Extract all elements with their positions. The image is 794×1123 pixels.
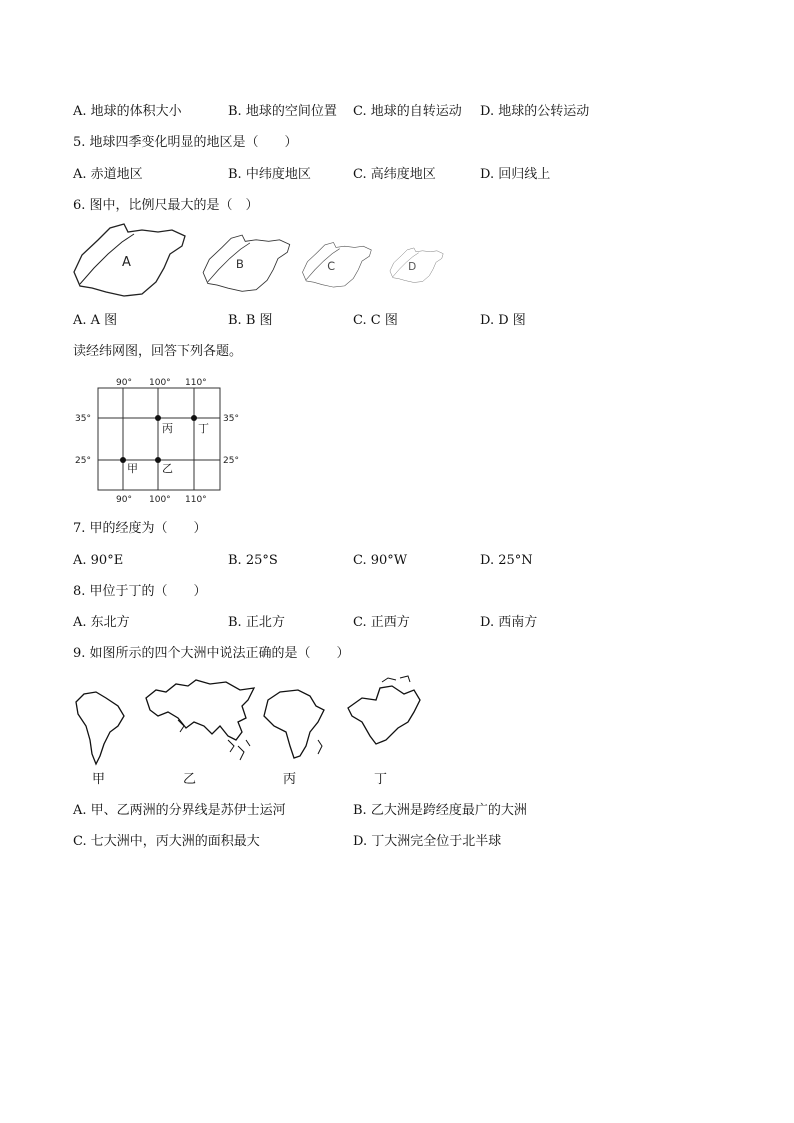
bottom-lon-100: 100° bbox=[149, 495, 171, 505]
q7-option-d: D. 25°N bbox=[480, 553, 533, 568]
map-d bbox=[390, 248, 443, 283]
label-yi: 乙 bbox=[162, 462, 173, 475]
point-yi bbox=[155, 457, 161, 463]
q8-stem: 8. 甲位于丁的（ ） bbox=[73, 584, 207, 599]
label-bing: 丙 bbox=[162, 422, 173, 435]
label-ding: 丁 bbox=[198, 422, 209, 435]
point-jia bbox=[120, 457, 126, 463]
continent-ding bbox=[348, 686, 420, 744]
q4-option-a: A. 地球的体积大小 bbox=[73, 104, 182, 119]
q7-option-b: B. 25°S bbox=[228, 553, 278, 568]
map-label-d: D bbox=[408, 261, 417, 273]
continents-figure bbox=[70, 670, 430, 774]
label-jia: 甲 bbox=[127, 462, 138, 475]
map-label-c: C bbox=[327, 259, 336, 273]
q7-option-c: C. 90°W bbox=[353, 553, 408, 568]
q7-stem: 7. 甲的经度为（ ） bbox=[73, 521, 207, 536]
point-ding bbox=[191, 415, 197, 421]
right-lat-25: 25° bbox=[223, 456, 239, 466]
q6-option-b: B. B 图 bbox=[228, 313, 273, 328]
bottom-lon-90: 90° bbox=[116, 495, 132, 505]
q8-option-d: D. 西南方 bbox=[480, 615, 538, 630]
continent-label-yi: 乙 bbox=[183, 772, 197, 787]
continent-yi bbox=[146, 680, 254, 740]
q5-option-c: C. 高纬度地区 bbox=[353, 167, 436, 182]
q8-option-c: C. 正西方 bbox=[353, 615, 410, 630]
q6-scale-maps bbox=[70, 220, 450, 300]
q4-option-d: D. 地球的公转运动 bbox=[480, 104, 590, 119]
q5-option-a: A. 赤道地区 bbox=[73, 167, 143, 182]
q9-option-a: A. 甲、乙两洲的分界线是苏伊士运河 bbox=[73, 803, 286, 818]
continent-bing bbox=[264, 690, 324, 758]
right-lat-35: 35° bbox=[223, 414, 239, 424]
q9-option-c: C. 七大洲中，丙大洲的面积最大 bbox=[73, 834, 260, 849]
continent-jia bbox=[76, 692, 124, 764]
q9-option-d: D. 丁大洲完全位于北半球 bbox=[353, 834, 502, 849]
continent-label-ding: 丁 bbox=[374, 772, 388, 787]
left-lat-25: 25° bbox=[75, 456, 91, 466]
q6-option-c: C. C 图 bbox=[353, 313, 398, 328]
graticule-figure bbox=[70, 372, 255, 508]
map-b bbox=[203, 235, 290, 291]
top-lon-90: 90° bbox=[116, 378, 132, 388]
q4-option-b: B. 地球的空间位置 bbox=[228, 104, 337, 119]
q4-option-c: C. 地球的自转运动 bbox=[353, 104, 462, 119]
q7-option-a: A. 90°E bbox=[73, 553, 124, 568]
point-bing bbox=[155, 415, 161, 421]
q9-stem: 9. 如图所示的四个大洲中说法正确的是（ ） bbox=[73, 646, 350, 661]
q6-option-a: A. A 图 bbox=[73, 313, 118, 328]
continent-label-bing: 丙 bbox=[283, 772, 297, 787]
q8-option-a: A. 东北方 bbox=[73, 615, 130, 630]
q5-option-b: B. 中纬度地区 bbox=[228, 167, 311, 182]
q5-option-d: D. 回归线上 bbox=[480, 167, 551, 182]
q8-option-b: B. 正北方 bbox=[228, 615, 285, 630]
continent-label-jia: 甲 bbox=[92, 772, 106, 787]
map-a bbox=[74, 224, 185, 296]
map-c bbox=[302, 242, 371, 287]
q6-stem: 6. 图中，比例尺最大的是（ ） bbox=[73, 198, 259, 213]
bottom-lon-110: 110° bbox=[185, 495, 207, 505]
q5-stem: 5. 地球四季变化明显的地区是（ ） bbox=[73, 135, 298, 150]
top-lon-100: 100° bbox=[149, 378, 171, 388]
q9-option-b: B. 乙大洲是跨经度最广的大洲 bbox=[353, 803, 527, 818]
grid-intro: 读经纬网图，回答下列各题。 bbox=[73, 344, 243, 359]
top-lon-110: 110° bbox=[185, 378, 207, 388]
left-lat-35: 35° bbox=[75, 414, 91, 424]
map-label-a: A bbox=[122, 255, 131, 270]
q6-option-d: D. D 图 bbox=[480, 313, 526, 328]
map-label-b: B bbox=[235, 256, 244, 271]
